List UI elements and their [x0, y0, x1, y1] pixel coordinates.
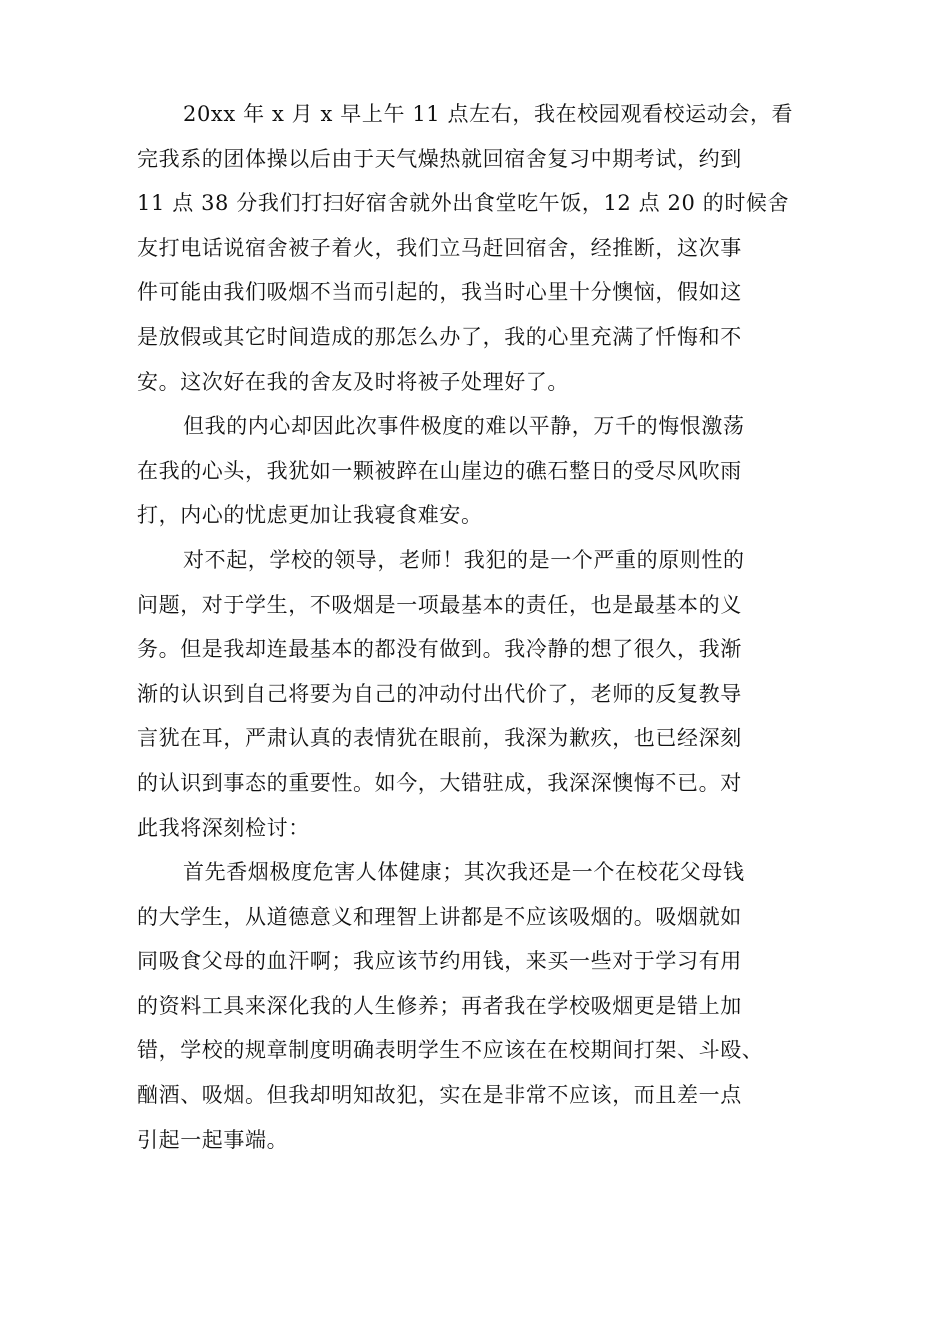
text-line: 在我的心头，我犹如一颗被踤在山崖边的礁石整日的受尽风吹雨	[137, 458, 742, 483]
text-line: 件可能由我们吸烟不当而引起的，我当时心里十分懊恼，假如这	[137, 280, 742, 305]
text-line: 对不起，学校的领导，老师！我犯的是一个严重的原则性的	[183, 547, 745, 572]
text-line: 完我系的团体操以后由于天气燥热就回宿舍复习中期考试，约到	[137, 146, 742, 171]
document-body	[137, 92, 813, 1162]
text-line: 的大学生，从道德意义和理智上讲都是不应该吸烟的。吸烟就如	[137, 904, 742, 929]
text-line: 此我将深刻检讨：	[137, 815, 310, 840]
paragraph-incident	[137, 92, 813, 404]
text-line: 的认识到事态的重要性。如今，大错驻成，我深深懊悔不已。对	[137, 770, 742, 795]
paragraph-reflection	[137, 850, 813, 1162]
text-line: 11 点 38 分我们打扫好宿舍就外出食堂吃午饭，12 点 20 的时候舍	[137, 191, 790, 216]
text-line: 言犹在耳，严肃认真的表情犹在眼前，我深为歉疚，也已经深刻	[137, 726, 742, 751]
paragraph-feelings	[137, 404, 813, 538]
text-line: 务。但是我却连最基本的都没有做到。我冷静的想了很久，我渐	[137, 637, 742, 662]
paragraph-apology	[137, 538, 813, 850]
text-line: 20xx 年 x 月 x 早上午 11 点左右，我在校园观看校运动会，看	[183, 102, 794, 126]
text-line: 问题，对于学生，不吸烟是一项最基本的责任，也是最基本的义	[137, 592, 742, 617]
text-line: 酗酒、吸烟。但我却明知故犯，实在是非常不应该，而且差一点	[137, 1083, 742, 1108]
text-line: 打，内心的忧虑更加让我寝食难安。	[137, 503, 483, 528]
text-line: 但我的内心却因此次事件极度的难以平静，万千的悔恨激荡	[183, 414, 745, 439]
text-line: 渐的认识到自己将要为自己的冲动付出代价了，老师的反复教导	[137, 681, 742, 706]
text-line: 错，学校的规章制度明确表明学生不应该在在校期间打架、斗殴、	[137, 1038, 764, 1063]
text-line: 的资料工具来深化我的人生修养；再者我在学校吸烟更是错上加	[137, 993, 742, 1018]
text-line: 引起一起事端。	[137, 1127, 289, 1152]
text-line: 首先香烟极度危害人体健康；其次我还是一个在校花父母钱	[183, 860, 745, 885]
text-line: 友打电话说宿舍被子着火，我们立马赶回宿舍，经推断，这次事	[137, 235, 742, 260]
text-line: 是放假或其它时间造成的那怎么办了，我的心里充满了忏悔和不	[137, 324, 742, 349]
text-line: 同吸食父母的血汗啊；我应该节约用钱，来买一些对于学习有用	[137, 949, 742, 974]
text-line: 安。这次好在我的舍友及时将被子处理好了。	[137, 369, 569, 394]
